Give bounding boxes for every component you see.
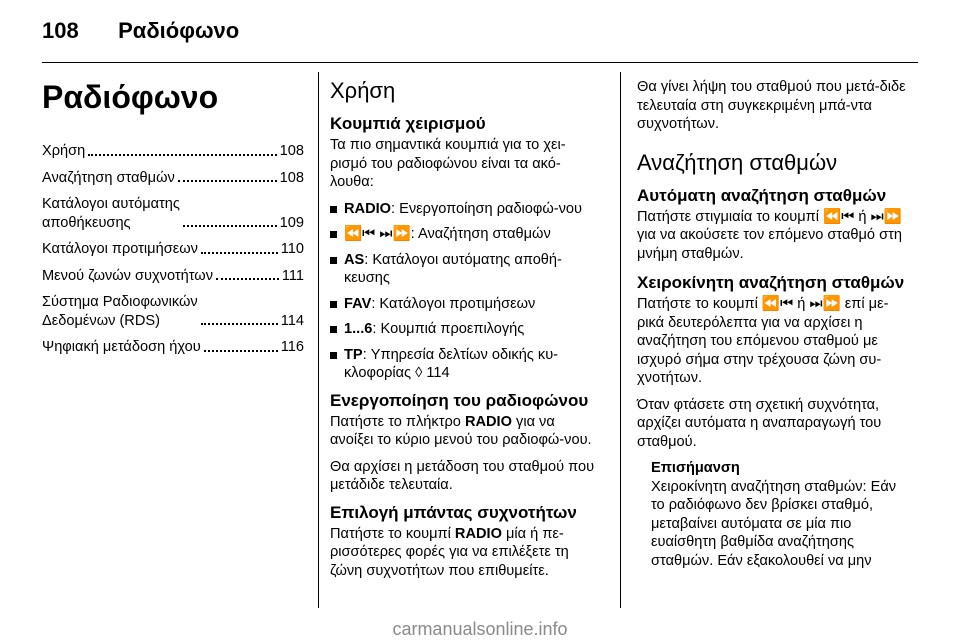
manual-search-paragraph: Πατήστε το κουμπί ⏪⏮ ή ⏭⏩ επί με-ρικά δευτερόλεπτα για να αρχίσει η αναζήτηση του επόμενου σταθμού με ισχυρό σήμα στην τρέχουσα ζώνη συ-χνοτήτων. xyxy=(637,296,889,386)
control-key-label: FAV xyxy=(344,295,372,312)
control-description: : Κατάλογοι προτιμήσεων xyxy=(371,295,536,312)
control-list-item xyxy=(330,251,602,288)
control-list-item xyxy=(330,320,602,339)
controls-intro: Τα πιο σημαντικά κουμπιά για το χει-ρισμό του ραδιοφώνου είναι τα ακό-λουθα: xyxy=(330,137,566,190)
toc-entry-title: Μενού ζωνών συχνοτήτων xyxy=(42,267,213,284)
toc-leader-dots xyxy=(88,154,276,156)
bullet-square-icon xyxy=(330,206,337,213)
note-title: Επισήμανση xyxy=(651,460,740,476)
control-key-label: ⏪⏮ ⏭⏩ xyxy=(344,226,411,242)
manual-search-paragraph-2: Όταν φτάσετε στη σχετική συχνότητα, αρχίζει αυτόματα η αναπαραγωγή του σταθμού. xyxy=(637,396,882,450)
toc-entry[interactable] xyxy=(42,293,304,330)
footer-watermark: carmanualsonline.info xyxy=(392,619,568,639)
heading-manual-search: Χειροκίνητη αναζήτηση σταθμών xyxy=(637,273,905,292)
control-list-item xyxy=(330,225,602,244)
toc-entry[interactable] xyxy=(42,240,304,259)
bullet-square-icon xyxy=(330,231,337,238)
toc-entry[interactable] xyxy=(42,267,304,286)
usage-column xyxy=(330,78,602,588)
control-key-label: AS xyxy=(344,251,365,268)
toc-entry-page: 109 xyxy=(279,214,304,231)
toc-leader-dots xyxy=(216,278,279,280)
section-title-search: Αναζήτηση σταθμών xyxy=(637,149,838,175)
text-run: Πατήστε το πλήκτρο xyxy=(330,413,465,430)
text-run: μία ή πε-ρισσότερες φορές για να επιλέξετε τη ζώνη συχνοτήτων που επιθυμείτε. xyxy=(330,525,569,579)
controls-list xyxy=(330,200,602,383)
control-description: : Αναζήτηση σταθμών xyxy=(410,226,551,242)
text-run: Πατήστε το κουμπί xyxy=(330,525,455,542)
column-divider xyxy=(620,72,621,608)
section-title-usage: Χρήση xyxy=(330,78,396,103)
activate-paragraph xyxy=(330,413,602,450)
page-header xyxy=(42,18,239,44)
control-description: : Κατάλογοι αυτόματης αποθή-κευσης xyxy=(344,251,562,286)
heading-activate-radio: Ενεργοποίηση του ραδιοφώνου xyxy=(330,390,589,410)
toc-entry-title: Κατάλογοι αυτόματης αποθήκευσης xyxy=(42,196,180,231)
toc-entry-page: 116 xyxy=(280,339,304,355)
heading-auto-search: Αυτόματη αναζήτηση σταθμών xyxy=(637,185,887,205)
running-section-title: Ραδιόφωνο xyxy=(118,18,240,43)
page-number: 108 xyxy=(42,18,79,43)
control-key-label: RADIO xyxy=(344,200,392,217)
text-run: για να ανοίξει το κύριο μενού του ραδιοφώ-νου. xyxy=(330,413,592,448)
control-description: : Υπηρεσία δελτίων οδικής κυ-κλοφορίας ◊ 114 xyxy=(344,346,559,381)
table-of-contents xyxy=(42,142,304,357)
search-column xyxy=(637,78,909,570)
note-text: Χειροκίνητη αναζήτηση σταθμών: Εάν το ραδιόφωνο δεν βρίσκει σταθμό, μεταβαίνει αυτόματα σε μία πιο ευαίσθητη βαθμίδα αναζήτησης σταθμών. Εάν εξακολουθεί να μην xyxy=(651,478,897,569)
control-list-item xyxy=(330,200,602,219)
bullet-square-icon xyxy=(330,257,337,264)
radio-key-label: RADIO xyxy=(464,413,512,430)
control-description: : Ενεργοποίηση ραδιοφώ-νου xyxy=(391,200,583,217)
control-description: : Κουμπιά προεπιλογής xyxy=(372,321,525,337)
toc-entry-page: 108 xyxy=(279,169,304,186)
control-key-label: TP xyxy=(344,346,363,363)
auto-search-paragraph: Πατήστε στιγμιαία το κουμπί ⏪⏮ ή ⏭⏩ για να ακούσετε τον επόμενο σταθμό στη μνήμη σταθμών. xyxy=(637,208,902,262)
bullet-square-icon xyxy=(330,326,337,333)
chapter-title: Ραδιόφωνο xyxy=(42,79,219,115)
band-paragraph xyxy=(330,525,602,581)
heading-controls: Κουμπιά χειρισμού xyxy=(330,114,486,133)
toc-entry-title: Σύστημα Ραδιοφωνικών Δεδομένων (RDS) xyxy=(42,294,198,329)
activate-paragraph-2: Θα αρχίσει η μετάδοση του σταθμού που μετάδιδε τελευταία. xyxy=(330,458,595,493)
column-divider xyxy=(318,72,319,608)
toc-entry-title: Κατάλογοι προτιμήσεων xyxy=(42,241,198,257)
bullet-square-icon xyxy=(330,301,337,308)
toc-column xyxy=(42,78,304,365)
toc-entry[interactable] xyxy=(42,195,304,232)
heading-band-select: Επιλογή μπάντας συχνοτήτων xyxy=(330,502,577,522)
toc-leader-dots xyxy=(178,180,277,182)
header-rule xyxy=(42,62,918,63)
toc-entry-title: Αναζήτηση σταθμών xyxy=(42,169,175,186)
toc-entry-page: 110 xyxy=(280,241,304,257)
control-list-item xyxy=(330,295,602,314)
continued-paragraph: Θα γίνει λήψη του σταθμού που μετά-διδε τελευταία στη συγκεκριμένη μπά-ντα συχνοτήτων. xyxy=(637,79,906,132)
toc-entry-title: Ψηφιακή μετάδοση ήχου xyxy=(42,339,201,355)
toc-entry-page: 108 xyxy=(279,143,304,159)
toc-leader-dots xyxy=(183,225,277,227)
radio-key-label: RADIO xyxy=(454,525,502,542)
bullet-square-icon xyxy=(330,352,337,359)
toc-entry-title: Χρήση xyxy=(42,143,86,159)
toc-leader-dots xyxy=(201,323,278,325)
toc-entry[interactable] xyxy=(42,169,304,188)
control-key-label: 1...6 xyxy=(344,321,373,337)
toc-entry-page: 111 xyxy=(281,267,304,284)
toc-entry[interactable] xyxy=(42,142,304,161)
toc-leader-dots xyxy=(204,350,278,352)
toc-entry-page: 114 xyxy=(280,312,304,329)
toc-entry[interactable] xyxy=(42,338,304,357)
toc-leader-dots xyxy=(201,252,278,254)
control-list-item xyxy=(330,346,602,383)
note-box xyxy=(637,459,909,570)
